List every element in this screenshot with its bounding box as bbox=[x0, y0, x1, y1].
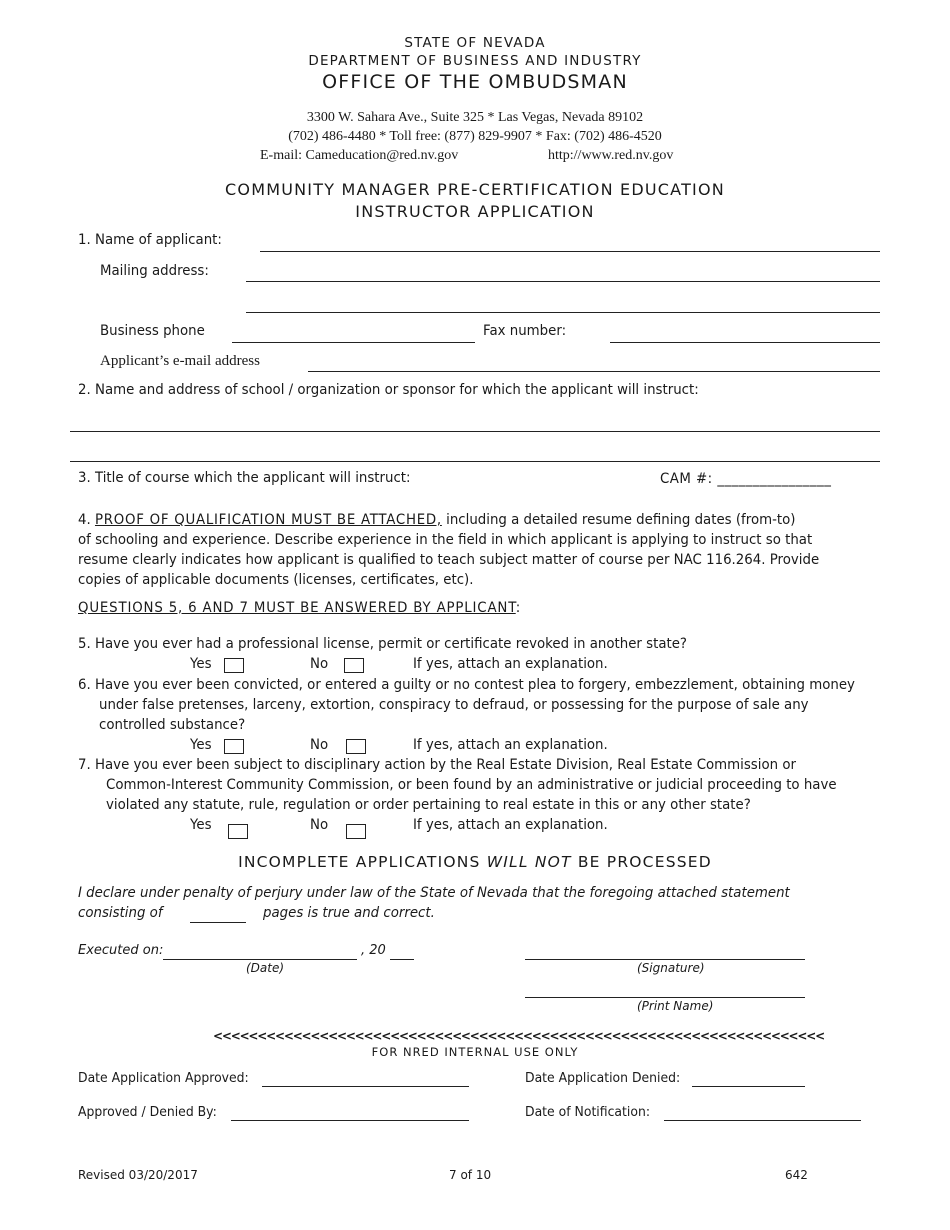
q6-yes-label: Yes bbox=[190, 737, 212, 753]
footer-page-number: 7 of 10 bbox=[449, 1168, 492, 1182]
print-name-caption: (Print Name) bbox=[637, 999, 714, 1013]
mailing-field-2[interactable] bbox=[246, 312, 880, 313]
school-field-1[interactable] bbox=[70, 431, 880, 432]
notification-field[interactable] bbox=[664, 1120, 861, 1121]
q6-no-label: No bbox=[310, 737, 329, 753]
mailing-label: Mailing address: bbox=[100, 263, 209, 279]
q7-text-line1: 7. Have you ever been subject to disciplinary action by the Real Estate Division, Real Estate Commission or bbox=[78, 757, 796, 773]
internal-use-label: FOR NRED INTERNAL USE ONLY bbox=[371, 1045, 579, 1059]
proof-line1: including a detailed resume defining dates (from-to) bbox=[441, 512, 796, 528]
proof-line4: copies of applicable documents (licenses, certificates, etc). bbox=[78, 572, 474, 588]
name-label: 1. Name of applicant: bbox=[78, 232, 222, 248]
header-phones: (702) 486-4480 * Toll free: (877) 829-9907 * Fax: (702) 486-4520 bbox=[288, 129, 662, 144]
pages-count-field[interactable] bbox=[190, 922, 246, 923]
signature-field[interactable] bbox=[525, 959, 805, 960]
header-address: 3300 W. Sahara Ave., Suite 325 * Las Vegas, Nevada 89102 bbox=[306, 110, 644, 125]
q7-no-checkbox[interactable] bbox=[346, 824, 366, 839]
q5-no-label: No bbox=[310, 656, 329, 672]
declaration-line2-post: pages is true and correct. bbox=[263, 905, 435, 921]
executed-date-field[interactable] bbox=[163, 959, 357, 960]
school-field-2[interactable] bbox=[70, 461, 880, 462]
name-field[interactable] bbox=[260, 251, 880, 252]
q7-text-line3: violated any statute, rule, regulation or order pertaining to real estate in this or any other state? bbox=[106, 797, 751, 813]
email-label: Applicant’s e-mail address bbox=[100, 353, 260, 369]
q5-text: 5. Have you ever had a professional license, permit or certificate revoked in another state? bbox=[78, 636, 688, 652]
approved-label: Date Application Approved: bbox=[78, 1070, 249, 1086]
email-field[interactable] bbox=[308, 371, 880, 372]
proof-number: 4. bbox=[78, 512, 95, 528]
q7-no-label: No bbox=[310, 817, 329, 833]
header-website: http://www.red.nv.gov bbox=[548, 148, 674, 163]
q6-text-line2: under false pretenses, larceny, extortion, conspiracy to defraud, or possessing for the purpose of sale any bbox=[99, 697, 809, 713]
executed-on-label: Executed on: bbox=[78, 943, 164, 958]
notification-label: Date of Notification: bbox=[525, 1104, 651, 1120]
questions-heading: QUESTIONS 5, 6 AND 7 MUST BE ANSWERED BY APPLICANT: bbox=[78, 600, 522, 616]
footer-revised: Revised 03/20/2017 bbox=[78, 1168, 198, 1182]
business-phone-label: Business phone bbox=[100, 323, 205, 339]
q5-explain: If yes, attach an explanation. bbox=[413, 656, 608, 672]
divider-arrows: <<<<<<<<<<<<<<<<<<<<<<<<<<<<<<<<<<<<<<<<<<<<<<<<<<<<<<<<<<<<<<<<<<<<< bbox=[213, 1029, 824, 1043]
header-office: OFFICE OF THE OMBUDSMAN bbox=[322, 71, 628, 93]
fax-label: Fax number: bbox=[483, 323, 567, 339]
declaration-line1: I declare under penalty of perjury under law of the State of Nevada that the foregoing attached statement bbox=[78, 885, 790, 901]
q6-no-checkbox[interactable] bbox=[346, 739, 366, 754]
signature-caption: (Signature) bbox=[637, 961, 705, 975]
q6-yes-checkbox[interactable] bbox=[224, 739, 244, 754]
q6-text-line3: controlled substance? bbox=[99, 717, 246, 733]
q6-explain: If yes, attach an explanation. bbox=[413, 737, 608, 753]
q7-text-line2: Common-Interest Community Commission, or been found by an administrative or judicial proceeding to have bbox=[106, 777, 837, 793]
business-phone-field[interactable] bbox=[232, 342, 475, 343]
proof-paragraph bbox=[78, 510, 820, 590]
q5-yes-checkbox[interactable] bbox=[224, 658, 244, 673]
form-title-line2: INSTRUCTOR APPLICATION bbox=[355, 202, 595, 221]
header-email: E-mail: Cameducation@red.nv.gov bbox=[260, 148, 459, 163]
denied-label: Date Application Denied: bbox=[525, 1070, 681, 1086]
header-department: DEPARTMENT OF BUSINESS AND INDUSTRY bbox=[308, 53, 642, 69]
cam-number-field[interactable]: CAM #: ________________ bbox=[660, 471, 832, 487]
approved-by-label: Approved / Denied By: bbox=[78, 1104, 217, 1120]
date-caption: (Date) bbox=[246, 961, 285, 975]
incomplete-notice: INCOMPLETE APPLICATIONS WILL NOT BE PROCESSED bbox=[238, 853, 712, 871]
mailing-field-1[interactable] bbox=[246, 281, 880, 282]
approved-field[interactable] bbox=[262, 1086, 469, 1087]
print-name-field[interactable] bbox=[525, 997, 805, 998]
declaration-line2-pre: consisting of bbox=[78, 905, 163, 921]
proof-line2: of schooling and experience. Describe experience in the field in which applicant is applying to instruct so that bbox=[78, 532, 813, 548]
q7-explain: If yes, attach an explanation. bbox=[413, 817, 608, 833]
q7-yes-label: Yes bbox=[190, 817, 212, 833]
proof-heading: PROOF OF QUALIFICATION MUST BE ATTACHED, bbox=[94, 512, 442, 528]
school-label: 2. Name and address of school / organization or sponsor for which the applicant will instruct: bbox=[78, 382, 699, 398]
denied-field[interactable] bbox=[692, 1086, 805, 1087]
proof-line3: resume clearly indicates how applicant is qualified to teach subject matter of course per NAC 116.264. Provide bbox=[78, 552, 820, 568]
q6-text-line1: 6. Have you ever been convicted, or entered a guilty or no contest plea to forgery, embezzlement, obtaining money bbox=[78, 677, 855, 693]
q7-yes-checkbox[interactable] bbox=[228, 824, 248, 839]
year-prefix: , 20 bbox=[361, 943, 386, 958]
approved-by-field[interactable] bbox=[231, 1120, 469, 1121]
year-field[interactable] bbox=[390, 959, 414, 960]
fax-field[interactable] bbox=[610, 342, 880, 343]
header-state: STATE OF NEVADA bbox=[404, 35, 546, 51]
q5-yes-label: Yes bbox=[190, 656, 212, 672]
course-title-label: 3. Title of course which the applicant will instruct: bbox=[78, 470, 411, 486]
q5-no-checkbox[interactable] bbox=[344, 658, 364, 673]
footer-form-number: 642 bbox=[785, 1168, 808, 1182]
form-title-line1: COMMUNITY MANAGER PRE-CERTIFICATION EDUCATION bbox=[225, 180, 725, 199]
